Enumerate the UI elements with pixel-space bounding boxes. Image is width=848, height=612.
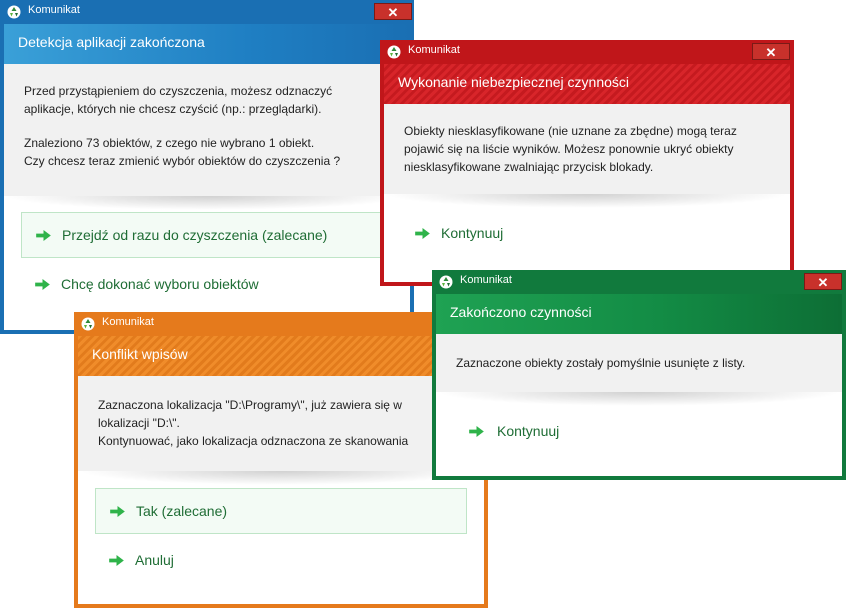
window-blue bbox=[0, 0, 414, 334]
banner bbox=[436, 294, 842, 334]
window-body bbox=[384, 64, 790, 282]
spacer bbox=[24, 118, 410, 134]
close-icon: ✕ bbox=[817, 275, 829, 290]
window-green bbox=[432, 270, 846, 480]
window-title: Komunikat bbox=[28, 4, 80, 16]
green-right-arrow-icon bbox=[109, 555, 124, 566]
continue-button[interactable] bbox=[453, 412, 813, 452]
window-body bbox=[78, 336, 484, 604]
window-body bbox=[4, 24, 410, 330]
message-line: lokalizacji "D:\". bbox=[98, 416, 180, 430]
message-line: Zaznaczone obiekty zostały pomyślnie usunięte z listy. bbox=[456, 356, 746, 370]
titlebar[interactable] bbox=[0, 0, 414, 22]
banner-heading: Detekcja aplikacji zakończona bbox=[18, 34, 205, 50]
banner-heading: Zakończono czynności bbox=[450, 304, 592, 320]
cancel-button[interactable] bbox=[95, 540, 467, 580]
green-right-arrow-icon bbox=[110, 506, 125, 517]
banner bbox=[4, 24, 410, 64]
button-label: Anuluj bbox=[135, 552, 174, 568]
message-area bbox=[436, 334, 842, 392]
message-line: Czy chcesz teraz zmienić wybór obiektów do czyszczenia ? bbox=[24, 154, 341, 168]
message-line: aplikacje, których nie chcesz czyścić (np.: przeglądarki). bbox=[24, 102, 322, 116]
separator-shadow bbox=[4, 196, 410, 210]
separator-shadow bbox=[384, 194, 790, 208]
message-line: Przed przystąpieniem do czyszczenia, możesz odznaczyć bbox=[24, 84, 333, 98]
recycle-logo-icon bbox=[81, 317, 95, 331]
continue-button[interactable] bbox=[401, 214, 761, 254]
message-area bbox=[4, 64, 410, 196]
titlebar[interactable] bbox=[380, 40, 794, 62]
banner-heading: Konflikt wpisów bbox=[92, 346, 188, 362]
banner bbox=[384, 64, 790, 104]
close-icon: ✕ bbox=[765, 45, 777, 60]
choose-objects-button[interactable] bbox=[21, 264, 393, 304]
message-line: Znaleziono 73 obiektów, z czego nie wybrano 1 obiekt. bbox=[24, 136, 315, 150]
message-area bbox=[384, 104, 790, 194]
window-orange bbox=[74, 312, 488, 608]
green-right-arrow-icon bbox=[469, 426, 484, 437]
green-right-arrow-icon bbox=[415, 228, 430, 239]
button-label: Kontynuuj bbox=[441, 225, 504, 241]
close-button[interactable] bbox=[374, 3, 412, 20]
close-icon: ✕ bbox=[387, 5, 399, 20]
start-cleaning-button[interactable] bbox=[21, 212, 393, 258]
window-title: Komunikat bbox=[102, 316, 154, 328]
button-label: Tak (zalecane) bbox=[136, 503, 228, 519]
message-line: Zaznaczona lokalizacja "D:\Programy\", już zawiera się w bbox=[98, 398, 402, 412]
message-line: pojawić się na liście wyników. Możesz ponownie ukryć obiekty bbox=[404, 142, 734, 156]
close-button[interactable] bbox=[752, 43, 790, 60]
message-line: niesklasyfikowane zwalniając przycisk blokady. bbox=[404, 160, 654, 174]
green-right-arrow-icon bbox=[35, 279, 50, 290]
recycle-logo-icon bbox=[439, 275, 453, 289]
window-title: Komunikat bbox=[460, 274, 512, 286]
recycle-logo-icon bbox=[7, 5, 21, 19]
window-body bbox=[436, 294, 842, 476]
close-button[interactable] bbox=[804, 273, 842, 290]
titlebar[interactable] bbox=[74, 312, 488, 334]
green-right-arrow-icon bbox=[36, 230, 51, 241]
message-area bbox=[78, 376, 484, 471]
titlebar[interactable] bbox=[432, 270, 846, 292]
banner-heading: Wykonanie niebezpiecznej czynności bbox=[398, 74, 629, 90]
message-line: Obiekty niesklasyfikowane (nie uznane za zbędne) mogą teraz bbox=[404, 124, 737, 138]
window-title: Komunikat bbox=[408, 44, 460, 56]
message-line: Kontynuować, jako lokalizacja odznaczona ze skanowania bbox=[98, 434, 409, 448]
recycle-logo-icon bbox=[387, 45, 401, 59]
separator-shadow bbox=[78, 471, 484, 485]
banner bbox=[78, 336, 484, 376]
separator-shadow bbox=[436, 392, 842, 406]
button-label: Przejdź od razu do czyszczenia (zalecane) bbox=[62, 227, 328, 243]
button-label: Chcę dokonać wyboru obiektów bbox=[61, 276, 259, 292]
window-red bbox=[380, 40, 794, 286]
button-label: Kontynuuj bbox=[497, 423, 560, 439]
yes-button[interactable] bbox=[95, 488, 467, 534]
